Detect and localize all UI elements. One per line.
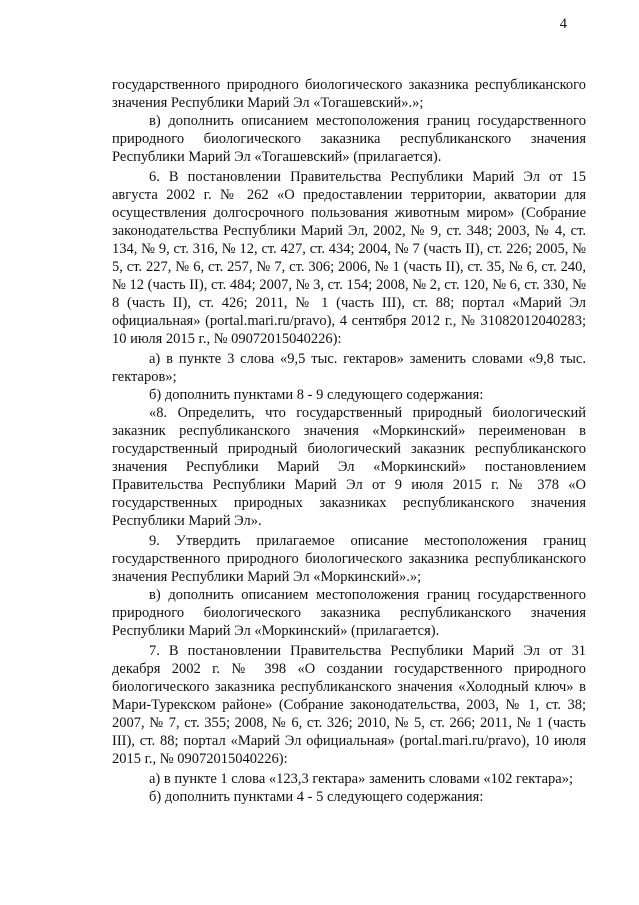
paragraph-item-v-morkinsky: в) дополнить описанием местоположения границ государственного природного биологического заказника республиканского значения Республики Марий Эл «Моркинский» (прилагается). xyxy=(112,587,586,639)
document-body xyxy=(112,76,586,806)
paragraph-point-8: «8. Определить, что государственный природный биологический заказник республиканского значения «Моркинский» переименован в государственный природный биологический заказник республиканского значения Республики Марий Эл «Моркинский» постановлением Правительства Республики Марий Эл от 9 июля 2015 г. № 378 «О государственных природных заказниках республиканского значения Республики Марий Эл». xyxy=(112,405,586,529)
paragraph-section-7: 7. В постановлении Правительства Республики Марий Эл от 31 декабря 2002 г. № 398 «О создании государственного природного биологического заказника республиканского значения «Холодный ключ» в Мари-Турекском районе» (Собрание законодательства, 2003, № 1, ст. 38; 2007, № 7, ст. 355; 2008, № 6, ст. 326; 2010, № 5, ст. 266; 2011, № 1 (часть III), ст. 88; портал «Марий Эл официальная» (portal.mari.ru/pravo), 10 июля 2015 г., № 09072015040226): xyxy=(112,643,586,767)
paragraph-item-b-points-4-5: б) дополнить пунктами 4 - 5 следующего содержания: xyxy=(149,789,484,805)
paragraph-togashevsky-end: государственного природного биологического заказника республиканского значения Республики Марий Эл «Тогашевский».»; xyxy=(112,77,586,111)
paragraph-item-v-togashevsky: в) дополнить описанием местоположения границ государственного природного биологического заказника республиканского значения Республики Марий Эл «Тогашевский» (прилагается). xyxy=(112,113,586,165)
page-number: 4 xyxy=(559,16,567,32)
paragraph-point-9: 9. Утвердить прилагаемое описание местоположения границ государственного природного биологического заказника республиканского значения Республики Марий Эл «Моркинский».»; xyxy=(112,533,586,585)
paragraph-section-6: 6. В постановлении Правительства Республики Марий Эл от 15 августа 2002 г. № 262 «О предоставлении территории, акватории для осуществления долгосрочного пользования животным миром» (Собрание законодательства Республики Марий Эл, 2002, № 9, ст. 348; 2003, № 4, ст. 134, № 9, ст. 316, № 12, ст. 427, ст. 434; 2004, № 7 (часть II), ст. 226; 2005, № 5, ст. 227, № 6, ст. 257, № 7, ст. 306; 2006, № 1 (часть II), ст. 35, № 6, ст. 240, № 12 (часть II), ст. 484; 2007, № 3, ст. 154; 2008, № 2, ст. 120, № 6, ст. 330, № 8 (часть II), ст. 426; 2011, № 1 (часть III), ст. 88; портал «Марий Эл официальная» (portal.mari.ru/pravo), 4 сентября 2012 г., № 31082012040283; 10 июля 2015 г., № 09072015040226): xyxy=(112,169,586,347)
paragraph-item-a-point-3: а) в пункте 3 слова «9,5 тыс. гектаров» заменить словами «9,8 тыс. гектаров»; xyxy=(112,351,586,385)
paragraph-item-b-points-8-9: б) дополнить пунктами 8 - 9 следующего содержания: xyxy=(149,387,484,403)
paragraph-item-a-point-1: а) в пункте 1 слова «123,3 гектара» заменить словами «102 гектара»; xyxy=(149,771,573,787)
